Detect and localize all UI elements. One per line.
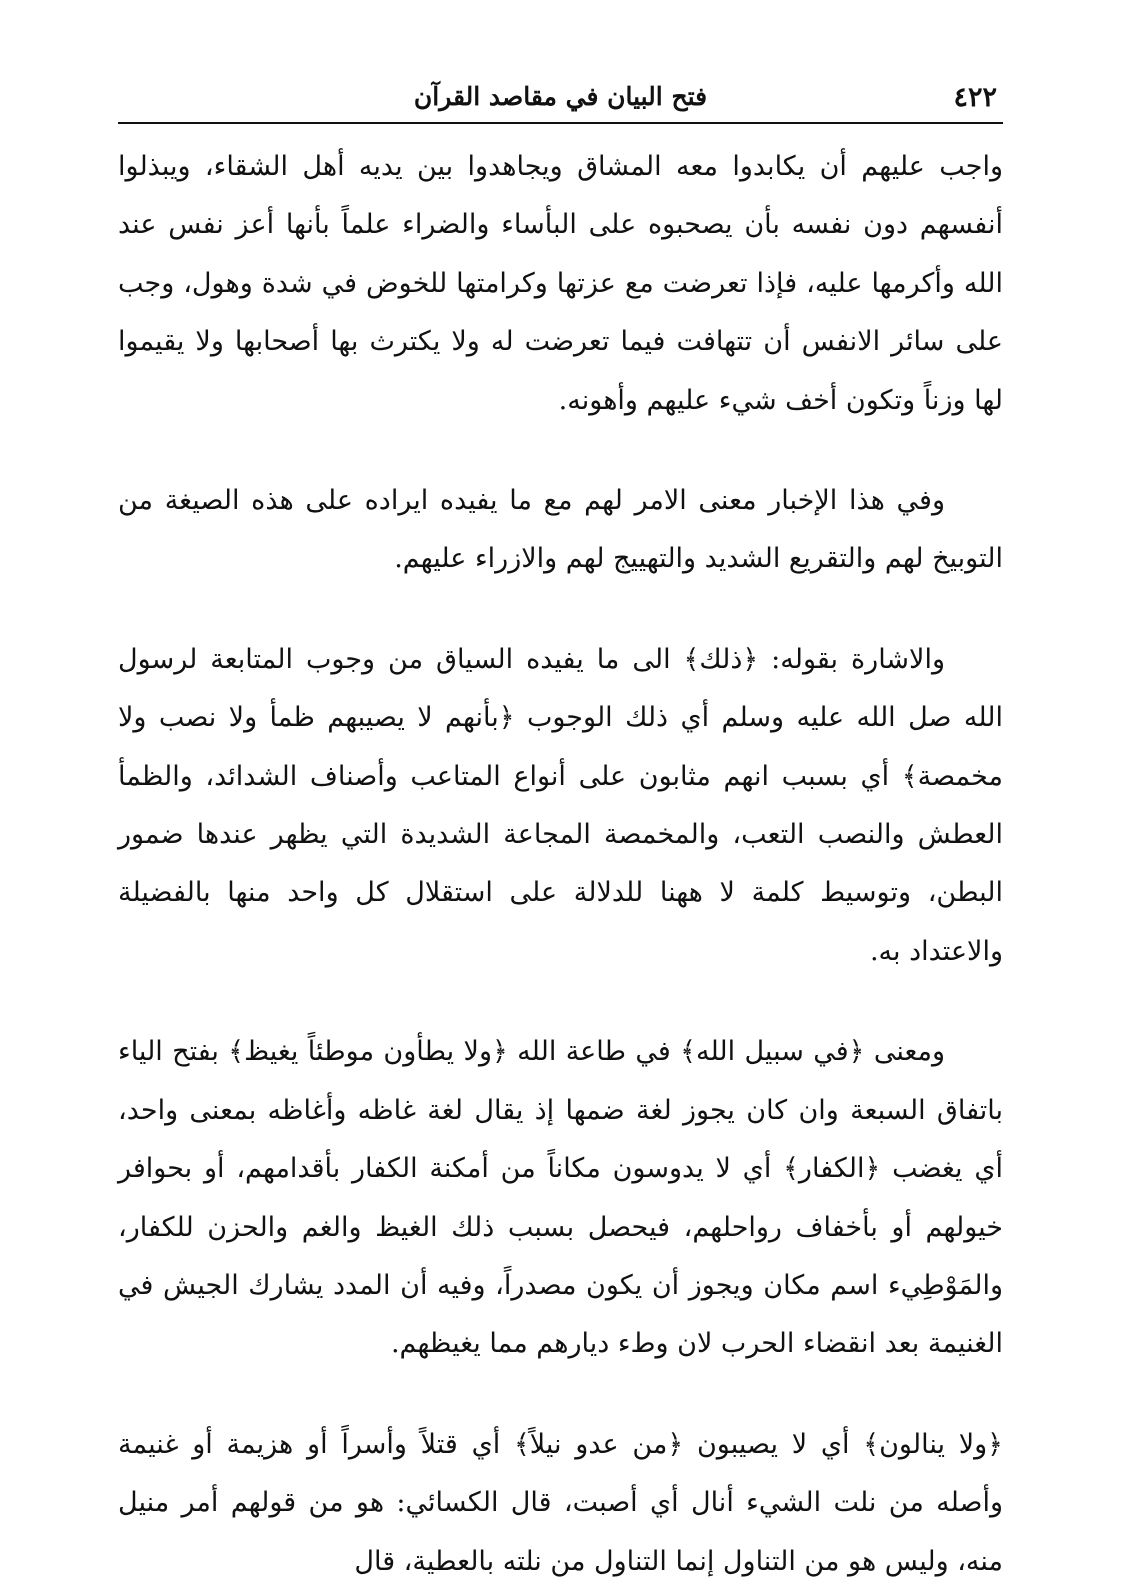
paragraph-2: وفي هذا الإخبار معنى الامر لهم مع ما يفيده ايراده على هذه الصيغة من التوبيخ لهم والتقريع الشديد والتهييج لهم والازراء عليهم. xyxy=(118,485,1003,575)
paragraph-1: واجب عليهم أن يكابدوا معه المشاق ويجاهدوا بين يديه أهل الشقاء، ويبذلوا أنفسهم دون نفسه بأن يصحبوه على البأساء والضراء علماً بأنها أعز نفس عند الله وأكرمها عليه، فإذا تعرضت مع عزتها وكرامتها للخوض في شدة وهول، وجب على سائر الانفس أن تتهافت فيما تعرضت له ولا يكترث بها أصحابها ولا يقيموا لها وزناً وتكون أخف شيء عليهم وأهونه. xyxy=(118,151,1003,416)
page-number: ٤٢٢ xyxy=(953,82,997,113)
paragraph-3: والاشارة بقوله: ﴿ذلك﴾ الى ما يفيده السياق من وجوب المتابعة لرسول الله صل الله عليه وسلم أي ذلك الوجوب ﴿بأنهم لا يصيبهم ظمأ ولا نصب ولا مخمصة﴾ أي بسبب انهم مثابون على أنواع المتاعب وأصناف الشدائد، والظمأ العطش والنصب التعب، والمخمصة المجاعة الشديدة التي يظهر عندها ضمور البطن، وتوسيط كلمة لا ههنا للدلالة على استقلال كل واحد منها بالفضيلة والاعتداد به. xyxy=(118,643,1003,967)
running-title: فتح البيان في مقاصد القرآن xyxy=(413,82,708,111)
paragraph-5: ﴿ولا ينالون﴾ أي لا يصيبون ﴿من عدو نيلاً﴾ أي قتلاً وأسراً أو هزيمة أو غنيمة وأصله من نلت الشيء أنال أي أصبت، قال الكسائي: هو من قولهم أمر منيل منه، وليس هو من التناول إنما التناول من نلته بالعطية، قال xyxy=(118,1428,1003,1577)
paragraph-4: ومعنى ﴿في سبيل الله﴾ في طاعة الله ﴿ولا يطأون موطئاً يغيظ﴾ بفتح الياء باتفاق السبعة وان كان يجوز لغة ضمها إذ يقال لغة غاظه وأغاظه بمعنى واحد، أي يغضب ﴿الكفار﴾ أي لا يدوسون مكاناً من أمكنة الكفار بأقدامهم، أو بحوافر خيولهم أو بأخفاف رواحلهم، فيحصل بسبب ذلك الغيظ والغم والحزن للكفار، والمَوْطِيء اسم مكان ويجوز أن يكون مصدراً، وفيه أن المدد يشارك الجيش في الغنيمة بعد انقضاء الحرب لان وطء ديارهم مما يغيظهم. xyxy=(118,1036,1003,1360)
body-text xyxy=(118,138,1003,1591)
page-header xyxy=(118,78,1003,124)
